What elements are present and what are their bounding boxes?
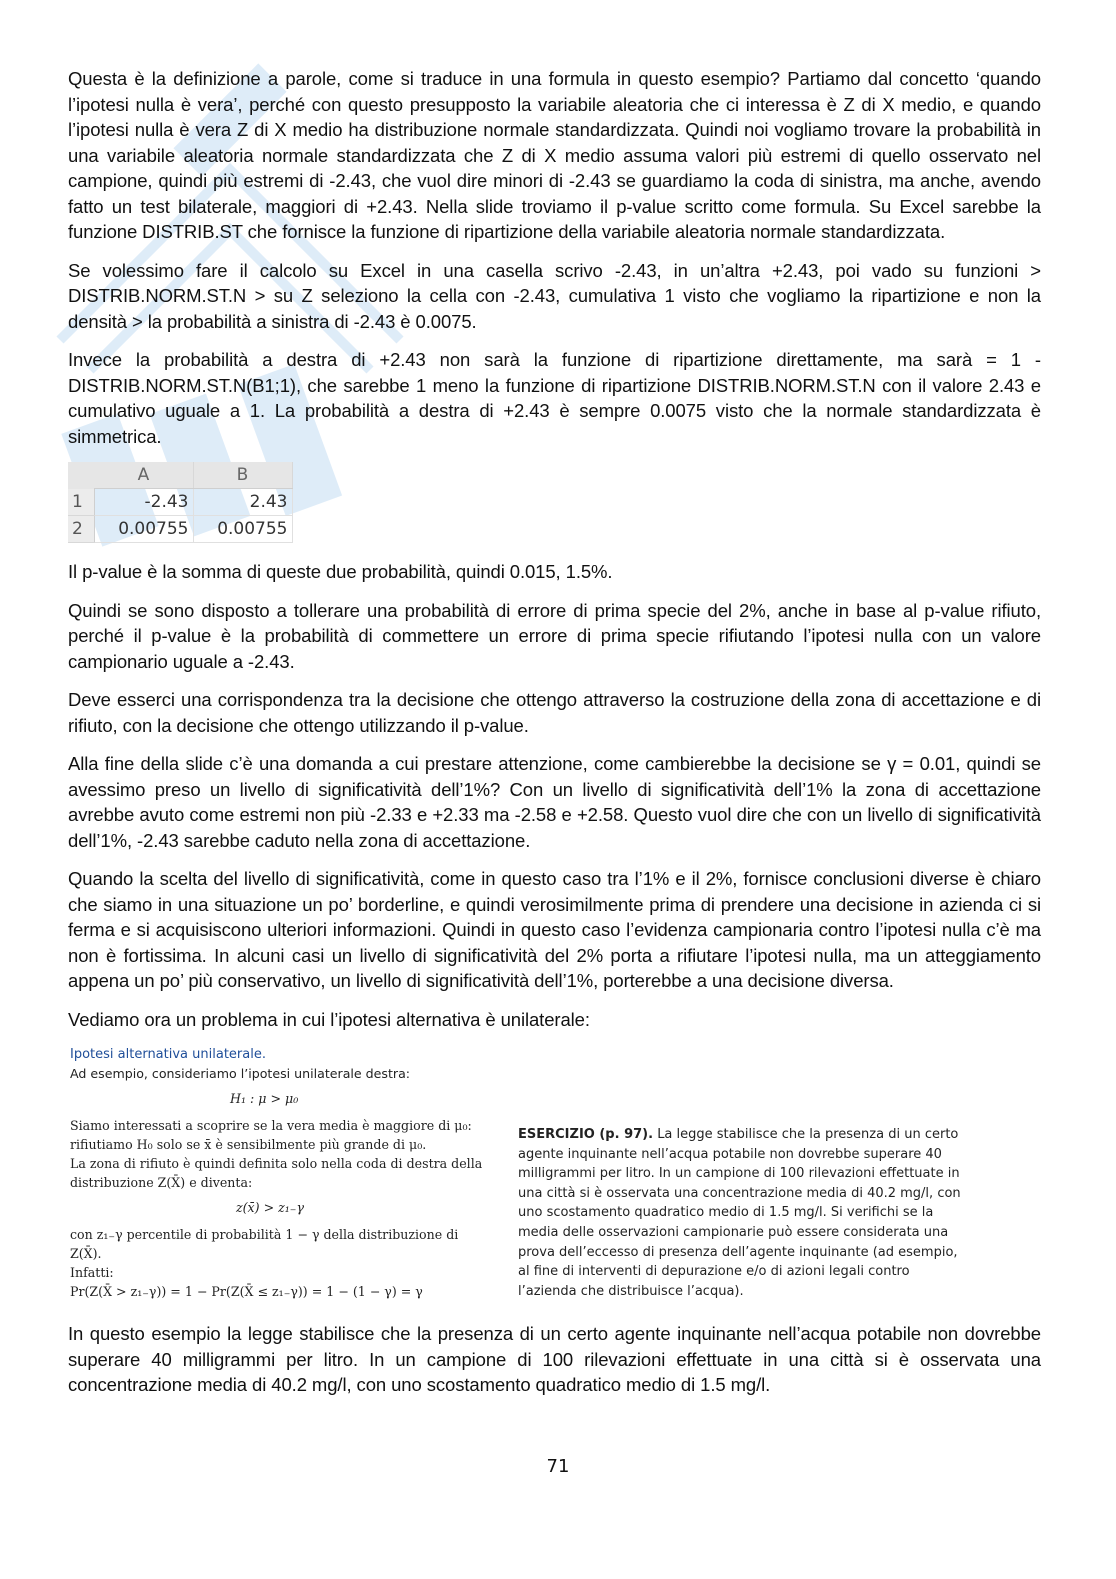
page-number: 71	[546, 1456, 570, 1477]
paragraph: Deve esserci una corrispondenza tra la decisione che ottengo attraverso la costruzione della zona di accettazione e di rifiuto, con la decisione che ottengo utilizzando il p-value.	[68, 689, 1041, 736]
excel-cell-b1: 2.43	[193, 489, 292, 516]
slide-line: Infatti:	[70, 1265, 114, 1280]
paragraph: Se volessimo fare il calcolo su Excel in una casella scrivo -2.43, in un’altra +2.43, poi vado su funzioni > DISTRIB.NORM.ST.N > su Z seleziono la cella con -2.43, cumulativa 1 visto che vogliamo la ripartizione e non la densità > la probabilità a sinistra di -2.43 è 0.0075.	[68, 259, 1041, 332]
slide-line: La zona di rifiuto è quindi definita solo nella coda di destra della	[70, 1156, 483, 1171]
slide-line: Ad esempio, consideriamo l’ipotesi unilaterale destra:	[70, 1066, 411, 1081]
slide-left	[70, 1045, 490, 1301]
slide-formula: H₁ : μ > μ₀	[230, 1091, 299, 1106]
paragraph: In questo esempio la legge stabilisce che la presenza di un certo agente inquinante nell’acqua potabile non dovrebbe superare 40 milligrammi per litro. In un campione di 100 rilevazioni effettuate in una città si è osservata una concentrazione media di 40.2 mg/l, con uno scostamento quadratico medio di 1.5 mg/l.	[68, 1323, 1041, 1395]
slide-line: Pr(Z(X̄ > z₁₋γ)) = 1 − Pr(Z(X̄ ≤ z₁₋γ)) = 1 − (1 − γ) = γ	[70, 1284, 423, 1299]
excel-cell-a2: 0.00755	[95, 516, 194, 543]
paragraph: Il p-value è la somma di queste due probabilità, quindi 0.015, 1.5%.	[68, 561, 613, 582]
slide-line: distribuzione Z(X̄) e diventa:	[70, 1175, 253, 1190]
paragraph: Quindi se sono disposto a tollerare una probabilità di errore di prima specie del 2%, anche in base al p-value rifiuto, perché il p-value è la probabilità di commettere un errore di prima specie rifiutando l’ipotesi nulla con un valore campionario uguale a -2.43.	[68, 599, 1041, 672]
excel-corner	[68, 462, 95, 489]
excel-cell-b2: 0.00755	[193, 516, 292, 543]
slide-line: rifiutiamo H₀ solo se x̄ è sensibilmente più grande di μ₀.	[70, 1137, 427, 1152]
excel-row-header: 2	[68, 516, 95, 543]
excel-row-header: 1	[68, 489, 95, 516]
slide-title: Ipotesi alternativa unilaterale.	[70, 1047, 266, 1062]
excel-screenshot-table	[68, 462, 293, 543]
body-text	[68, 66, 1041, 1411]
exercise-text: La legge stabilisce che la presenza di un certo agente inquinante nell’acqua potabile non dovrebbe superare 40 milligrammi per litro. In un campione di 100 rilevazioni effettuate in una città si è osservata una concentrazione media di 40.2 mg/l, con uno scostamento quadratico medio di 1.5 mg/l. Si verifichi se la media delle osservazioni campionarie può essere considerata una prova dell’eccesso di presenza dell’agente inquinante (ad esempio, al fine di interventi di depurazione e/o di azioni legali contro l’azienda che distribuisce l’acqua).	[518, 1127, 961, 1299]
paragraph: Alla fine della slide c’è una domanda a cui prestare attenzione, come cambierebbe la decisione se γ = 0.01, quindi se avessimo preso un livello di significatività dell’1%? Con un livello di significatività dell’1% la zona di accettazione avrebbe avuto come estremi non più -2.33 e +2.33 ma -2.58 e +2.58. Questo vuol dire che con un livello di significatività dell’1%, -2.43 sarebbe caduto nella zona di accettazione.	[68, 753, 1041, 851]
paragraph: Invece la probabilità a destra di +2.43 non sarà la funzione di ripartizione direttamente, ma sarà = 1 - DISTRIB.NORM.ST.N(B1;1), che sarebbe 1 meno la funzione di ripartizione DISTRIB.NORM.ST.N con il valore 2.43 e cumulativo uguale a 1. La probabilità a destra di +2.43 è sempre 0.0075 visto che la normale standardizzata è simmetrica.	[68, 349, 1041, 447]
slide-excerpts	[68, 1045, 1041, 1307]
slide-line: con z₁₋γ percentile di probabilità 1 − γ della distribuzione di Z(X̄).	[70, 1227, 459, 1261]
slide-formula: z(x̄) > z₁₋γ	[236, 1200, 304, 1215]
paragraph: Questa è la definizione a parole, come si traduce in una formula in questo esempio? Partiamo dal concetto ‘quando l’ipotesi nulla è vera’, perché con questo presupposto la variabile aleatoria che ci interessa è Z di X medio, e quando l’ipotesi nulla è vera Z di X medio ha distribuzione normale standardizzata. Quindi noi vogliamo trovare la probabilità in una variabile aleatoria normale standardizzata che Z di X medio assuma valori più estremi di quello osservato nel campione, quindi più estremi di -2.43, che vuol dire minori di -2.43 se guardiamo la coda di sinistra, ma anche, avendo fatto un test bilaterale, maggiori di +2.43. Nella slide troviamo il p-value scritto come formula. Su Excel sarebbe la funzione DISTRIB.ST che fornisce la funzione di ripartizione della variabile aleatoria normale standardizzata.	[68, 68, 1041, 242]
excel-cell-a1: -2.43	[95, 489, 194, 516]
excel-column-header: B	[193, 462, 292, 489]
excel-column-header: A	[95, 462, 194, 489]
paragraph: Vediamo ora un problema in cui l’ipotesi alternativa è unilaterale:	[68, 1008, 590, 1030]
paragraph: Quando la scelta del livello di significatività, come in questo caso tra l’1% e il 2%, fornisce conclusioni diverse è chiaro che siamo in una situazione un po’ borderline, e quindi verosimilmente prima di prendere una decisione in azienda ci si ferma e si acquisiscono ulteriori informazioni. Quindi in questo caso l’evidenza campionaria contro l’ipotesi nulla c’è ma non è fortissima. In alcuni casi un livello di significatività del 2% porta a rifiutare l’ipotesi nulla, ma un atteggiamento appena un po’ più conservativo, un livello di significatività dell’1%, porterebbe a una decisione diversa.	[68, 868, 1041, 991]
exercise-title: ESERCIZIO (p. 97).	[518, 1127, 654, 1142]
slide-line: Siamo interessati a scoprire se la vera media è maggiore di μ₀:	[70, 1118, 472, 1133]
slide-right-exercise	[518, 1125, 968, 1301]
